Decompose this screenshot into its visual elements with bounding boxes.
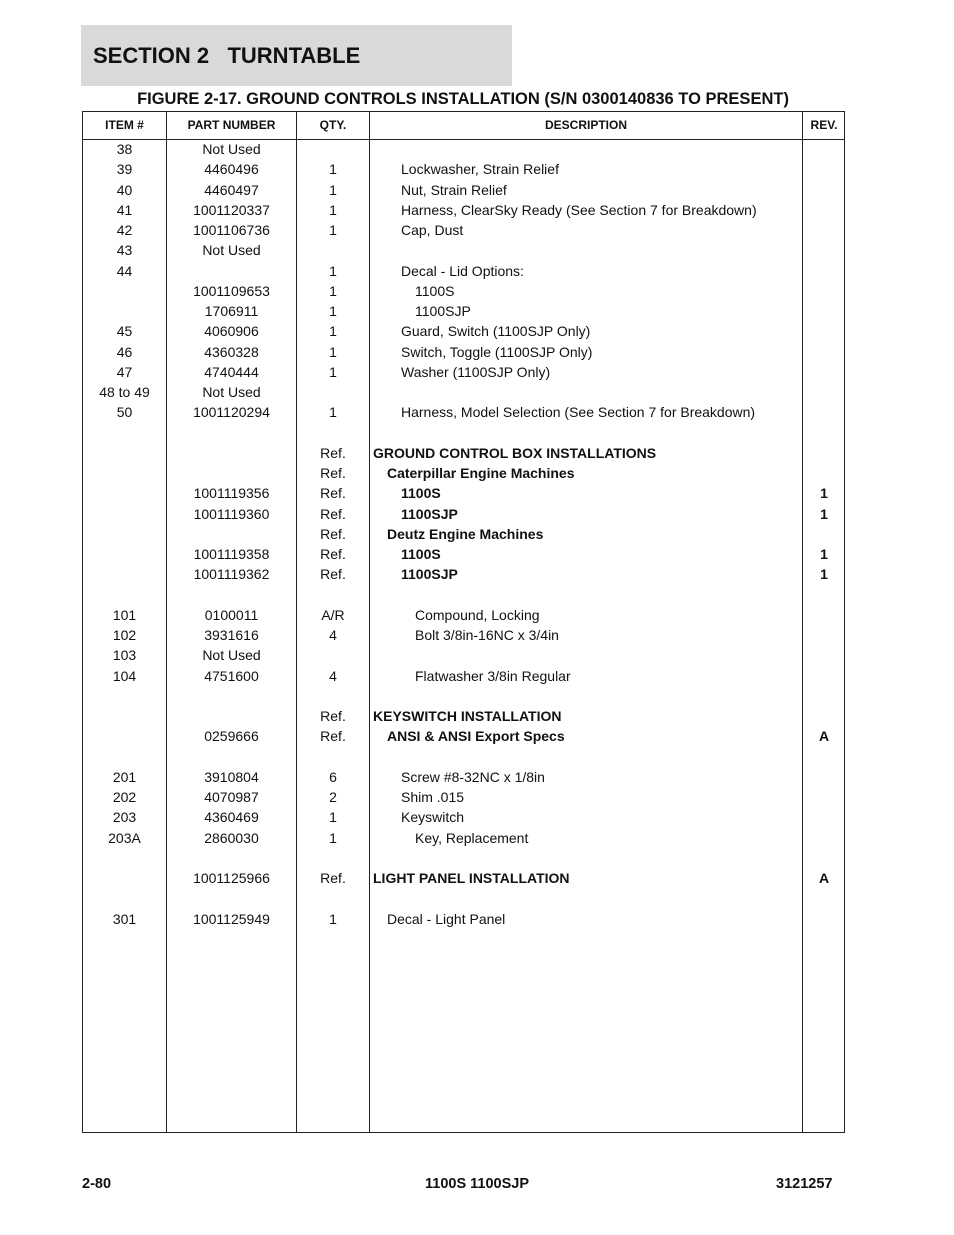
description-cell: Guard, Switch (1100SJP Only) [401, 323, 591, 340]
item-number-cell: 39 [116, 161, 133, 178]
description-cell: Cap, Dust [401, 222, 464, 238]
qty-cell: Ref. [320, 444, 346, 461]
item-number-cell: 203 [112, 809, 137, 826]
part-number-cell: 1001106736 [193, 222, 270, 238]
table-row [83, 727, 844, 747]
item-number-cell: 203A [108, 829, 141, 846]
part-number-cell: Not Used [202, 242, 261, 259]
table-body [83, 140, 844, 930]
part-number-cell: 1001125949 [193, 910, 270, 927]
qty-cell: 1 [329, 404, 337, 421]
description-cell: Washer (1100SJP Only) [401, 363, 551, 380]
table-row [83, 262, 844, 282]
rev-cell: A [818, 728, 830, 745]
part-number-cell: 0259666 [204, 728, 259, 745]
parts-table [82, 111, 845, 1133]
table-row [83, 687, 844, 707]
qty-cell: 4 [329, 667, 337, 684]
item-number-cell: 41 [116, 201, 133, 218]
qty-cell: 1 [329, 363, 337, 380]
qty-cell: 4 [329, 627, 337, 643]
table-row [83, 241, 844, 261]
item-number-cell: 101 [112, 606, 137, 623]
table-row [83, 403, 844, 423]
part-number-cell: 1001119360 [193, 505, 270, 522]
rev-cell: 1 [820, 505, 828, 522]
table-row [83, 606, 844, 626]
item-number-cell: 103 [112, 647, 137, 664]
item-number-cell: 48 to 49 [99, 384, 150, 400]
rev-cell: 1 [820, 566, 828, 583]
item-number-cell: 40 [116, 181, 133, 198]
item-number-cell: 45 [116, 323, 133, 340]
table-row [83, 910, 844, 930]
column-header-item: ITEM # [105, 118, 144, 132]
column-header-description: DESCRIPTION [544, 118, 627, 132]
rev-cell: 1 [820, 485, 828, 502]
qty-cell: 2 [329, 789, 337, 805]
item-number-cell: 42 [116, 222, 133, 238]
table-row [83, 808, 844, 828]
qty-cell: 6 [329, 768, 337, 785]
qty-cell: Ref. [320, 870, 346, 886]
qty-cell: 1 [329, 262, 337, 279]
item-number-cell: 104 [112, 667, 137, 684]
part-number-cell: 4070987 [204, 789, 259, 805]
table-row [83, 322, 844, 342]
description-cell: 1100S [401, 546, 441, 562]
qty-cell: 1 [329, 201, 337, 218]
part-number-cell: 4360328 [204, 343, 259, 360]
part-number-cell: 1001109653 [193, 282, 270, 299]
part-number-cell: 1001120337 [193, 201, 270, 218]
part-number-cell: 0100011 [204, 606, 259, 623]
qty-cell: 1 [329, 222, 337, 238]
table-row [83, 282, 844, 302]
qty-cell: 1 [329, 303, 337, 319]
table-row [83, 302, 844, 322]
table-row [83, 181, 844, 201]
description-cell: Switch, Toggle (1100SJP Only) [401, 343, 593, 360]
section-header [81, 25, 512, 86]
item-number-cell: 201 [112, 768, 137, 785]
part-number-cell: 3910804 [204, 768, 259, 785]
table-row [83, 140, 844, 160]
table-row [83, 646, 844, 666]
section-title: SECTION 2 TURNTABLE [93, 43, 361, 68]
description-cell: 1100S [401, 485, 441, 502]
table-row [83, 484, 844, 504]
document-number: 3121257 [776, 1176, 833, 1192]
part-number-cell: 4060906 [204, 323, 259, 340]
column-header-rev: REV. [810, 118, 838, 132]
qty-cell: Ref. [320, 708, 346, 724]
table-row [83, 444, 844, 464]
description-cell: 1100SJP [401, 505, 458, 522]
qty-cell: A/R [321, 606, 345, 623]
qty-cell: 1 [329, 323, 337, 340]
qty-cell: Ref. [320, 566, 346, 583]
item-number-cell: 38 [116, 141, 133, 157]
table-row [83, 505, 844, 525]
description-cell: 1100SJP [401, 566, 458, 583]
table-row [83, 424, 844, 444]
description-cell: 1100S [415, 282, 455, 299]
description-cell: Bolt 3/8in-16NC x 3/4in [415, 627, 559, 643]
table-row [83, 829, 844, 849]
table-row [83, 525, 844, 545]
description-cell: Keyswitch [401, 809, 465, 826]
part-number-cell: Not Used [202, 647, 261, 664]
table-row [83, 889, 844, 909]
table-row [83, 869, 844, 889]
description-cell: Key, Replacement [415, 829, 529, 846]
table-row [83, 768, 844, 788]
part-number-cell: 1001119358 [193, 546, 270, 562]
qty-cell: Ref. [320, 728, 346, 745]
part-number-cell: 1001125966 [193, 870, 270, 886]
item-number-cell: 301 [112, 910, 137, 927]
item-number-cell: 50 [116, 404, 133, 421]
qty-cell: Ref. [320, 546, 346, 562]
part-number-cell: 4460496 [204, 161, 259, 178]
description-cell: Decal - Light Panel [387, 910, 506, 927]
table-row [83, 849, 844, 869]
description-cell: Nut, Strain Relief [401, 181, 507, 198]
part-number-cell: 4360469 [204, 809, 259, 826]
item-number-cell: 102 [112, 627, 137, 643]
description-cell: Flatwasher 3/8in Regular [415, 667, 571, 684]
qty-cell: 1 [329, 181, 337, 198]
qty-cell: 1 [329, 809, 337, 826]
item-number-cell: 47 [116, 363, 133, 380]
figure-title: FIGURE 2-17. GROUND CONTROLS INSTALLATION (S/N 0300140836 TO PRESENT) [137, 90, 789, 108]
description-cell: Screw #8-32NC x 1/8in [401, 768, 545, 785]
table-row [83, 160, 844, 180]
description-cell: Caterpillar Engine Machines [387, 465, 575, 481]
page-number: 2-80 [82, 1176, 112, 1192]
qty-cell: Ref. [320, 485, 346, 502]
description-cell: 1100SJP [415, 303, 471, 319]
qty-cell: 1 [329, 161, 337, 178]
table-row [83, 565, 844, 585]
table-row [83, 788, 844, 808]
rev-cell: A [818, 870, 830, 886]
column-header-qty: QTY. [319, 118, 347, 132]
table-row [83, 748, 844, 768]
table-row [83, 343, 844, 363]
item-number-cell: 44 [116, 262, 133, 279]
description-cell: Lockwasher, Strain Relief [401, 161, 559, 178]
description-cell: Decal - Lid Options: [401, 262, 524, 279]
item-number-cell: 202 [112, 789, 137, 805]
qty-cell: Ref. [320, 525, 346, 542]
description-cell: GROUND CONTROL BOX INSTALLATIONS [373, 444, 657, 461]
table-row [83, 586, 844, 606]
description-cell: Deutz Engine Machines [387, 525, 544, 542]
table-row [83, 363, 844, 383]
qty-cell: Ref. [320, 465, 346, 481]
table-row [83, 667, 844, 687]
qty-cell: 1 [329, 829, 337, 846]
part-number-cell: 1001119362 [193, 566, 270, 583]
part-number-cell: 4740444 [204, 363, 259, 380]
part-number-cell: Not Used [202, 384, 261, 400]
description-cell: KEYSWITCH INSTALLATION [373, 708, 562, 724]
part-number-cell: 4460497 [204, 181, 259, 198]
part-number-cell: Not Used [202, 141, 261, 157]
part-number-cell: 1706911 [204, 303, 259, 319]
part-number-cell: 1001120294 [193, 404, 270, 421]
qty-cell: 1 [329, 282, 337, 299]
description-cell: Harness, ClearSky Ready (See Section 7 for Breakdown) [401, 201, 757, 218]
table-row [83, 221, 844, 241]
table-row [83, 464, 844, 484]
part-number-cell: 2860030 [204, 829, 259, 846]
column-header-part-number: PART NUMBER [187, 118, 276, 132]
part-number-cell: 1001119356 [193, 485, 270, 502]
table-row [83, 383, 844, 403]
rev-cell: 1 [820, 546, 828, 562]
description-cell: Compound, Locking [415, 606, 540, 623]
table-row [83, 707, 844, 727]
part-number-cell: 3931616 [204, 627, 259, 643]
description-cell: Harness, Model Selection (See Section 7 for Breakdown) [401, 404, 756, 421]
table-row [83, 545, 844, 565]
item-number-cell: 43 [116, 242, 133, 259]
table-row [83, 626, 844, 646]
item-number-cell: 46 [116, 343, 133, 360]
description-cell: LIGHT PANEL INSTALLATION [373, 870, 570, 886]
qty-cell: 1 [329, 343, 337, 360]
description-cell: ANSI & ANSI Export Specs [387, 728, 565, 745]
qty-cell: Ref. [320, 505, 346, 522]
description-cell: Shim .015 [401, 789, 465, 805]
model-names: 1100S 1100SJP [424, 1176, 530, 1192]
part-number-cell: 4751600 [204, 667, 259, 684]
qty-cell: 1 [329, 910, 337, 927]
table-row [83, 201, 844, 221]
